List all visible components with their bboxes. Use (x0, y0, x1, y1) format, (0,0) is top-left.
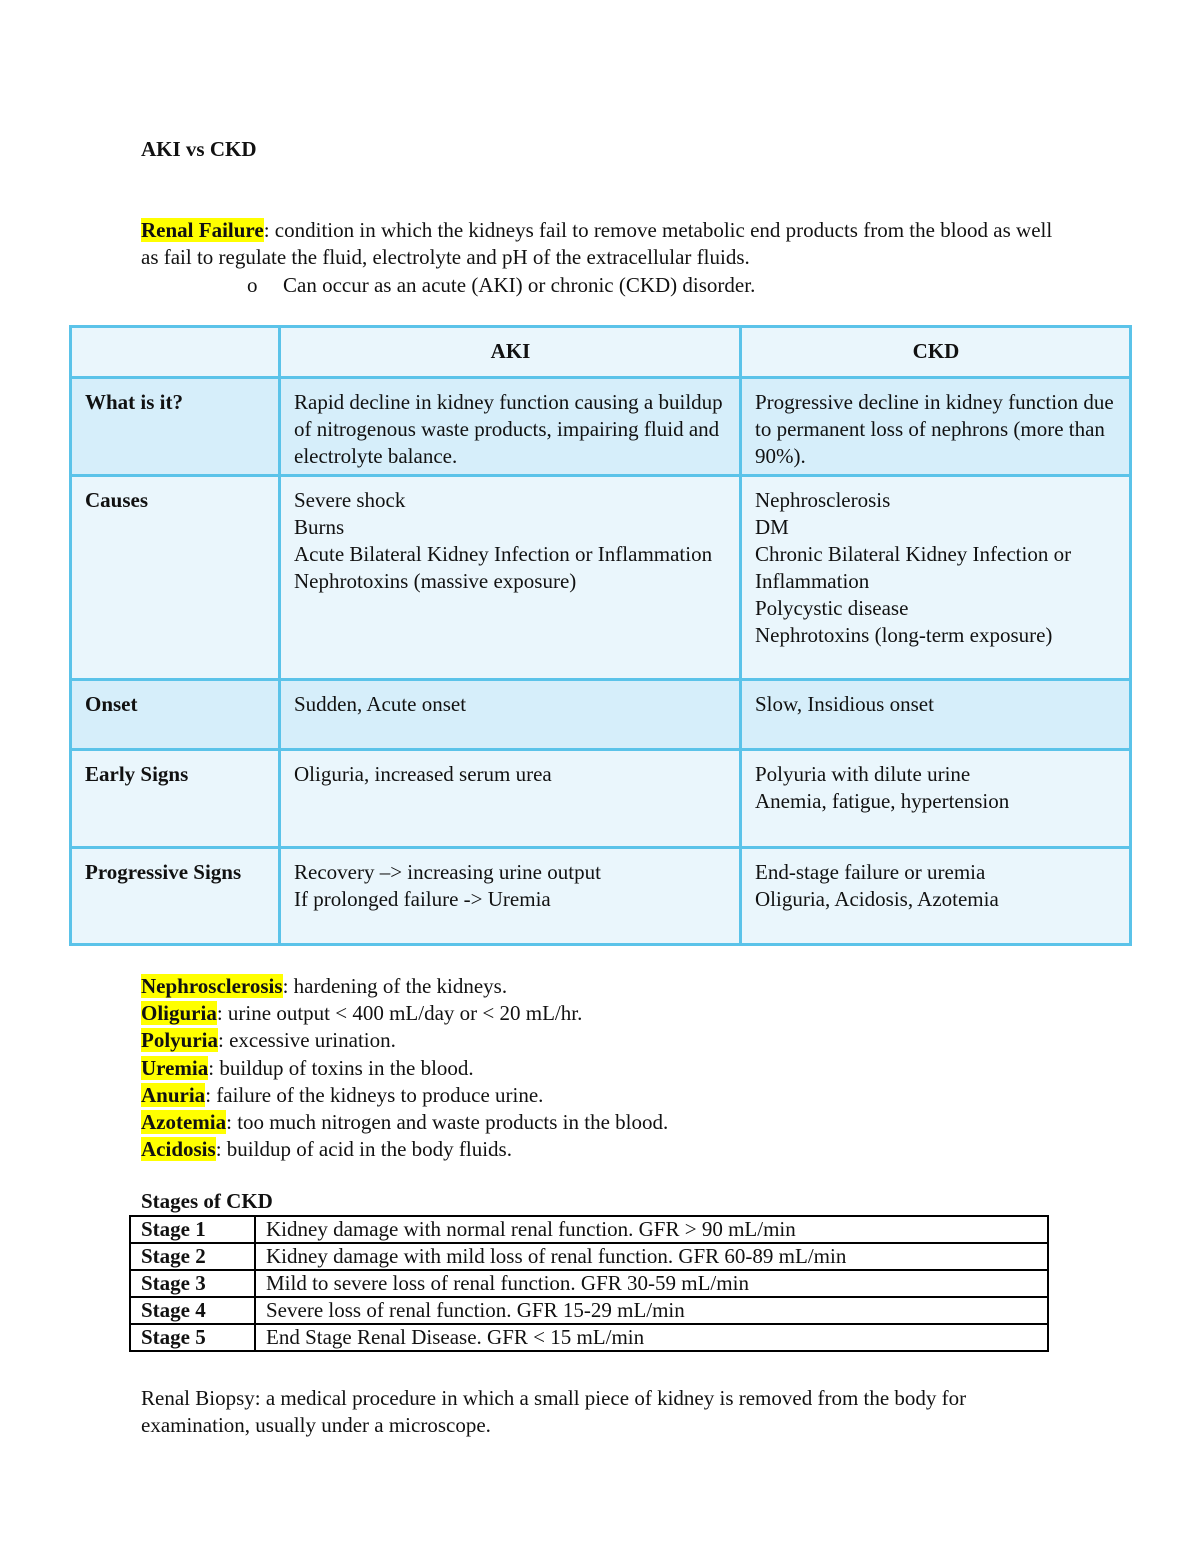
definition-term: Oliguria (141, 1001, 217, 1026)
definition-text: : urine output < 400 mL/day or < 20 mL/hr. (216, 1001, 583, 1026)
definition-item (141, 1109, 668, 1136)
ckd-cell (741, 378, 1131, 476)
header-cell-ckd: CKD (741, 327, 1131, 378)
row-label: What is it? (71, 378, 280, 476)
cell-line: Oliguria, Acidosis, Azotemia (755, 887, 999, 911)
renal-failure-paragraph (141, 217, 1061, 271)
aki-cell (280, 848, 741, 945)
definition-item (141, 973, 668, 1000)
definition-item (141, 1055, 668, 1082)
table-row (130, 1270, 1048, 1297)
renal-failure-definition: : condition in which the kidneys fail to remove metabolic end products from the blood as well as fail to regulate the fluid, electrolyte and pH of the extracellular fluids. (141, 218, 1053, 269)
definitions-list (141, 973, 668, 1163)
definition-item (141, 1136, 668, 1163)
bullet-marker: o (247, 273, 258, 297)
definition-text: : buildup of acid in the body fluids. (215, 1137, 512, 1162)
cell-line: Severe shock (294, 488, 406, 512)
stage-label: Stage 3 (130, 1270, 255, 1297)
table-row (130, 1297, 1048, 1324)
cell-line: Progressive decline in kidney function due to permanent loss of nephrons (more than 90%). (755, 390, 1114, 468)
table-row (71, 848, 1131, 945)
cell-line: Oliguria, increased serum urea (294, 762, 552, 786)
cell-line: End-stage failure or uremia (755, 860, 986, 884)
ckd-stages-table (129, 1215, 1049, 1352)
cell-line: If prolonged failure -> Uremia (294, 887, 551, 911)
stage-label: Stage 5 (130, 1324, 255, 1351)
aki-cell (280, 750, 741, 848)
stage-description: Kidney damage with normal renal function. GFR > 90 mL/min (255, 1216, 1048, 1243)
cell-line: Chronic Bilateral Kidney Infection or Inflammation (755, 542, 1072, 593)
definition-term: Polyuria (141, 1028, 218, 1053)
bullet-text: Can occur as an acute (AKI) or chronic (CKD) disorder. (283, 273, 756, 297)
cell-line: Sudden, Acute onset (294, 692, 467, 716)
definition-term: Nephrosclerosis (141, 974, 283, 998)
renal-biopsy-paragraph: Renal Biopsy: a medical procedure in which a small piece of kidney is removed from the body for examination, usually under a microscope. (141, 1386, 967, 1437)
definition-text: : hardening of the kidneys. (282, 974, 508, 998)
stage-label: Stage 4 (130, 1297, 255, 1324)
table-row (130, 1324, 1048, 1351)
stage-label: Stage 1 (130, 1216, 255, 1243)
row-label: Onset (71, 680, 280, 750)
definition-text: : excessive urination. (218, 1028, 396, 1053)
table-row (71, 378, 1131, 476)
header-cell-aki: AKI (280, 327, 741, 378)
row-label: Progressive Signs (71, 848, 280, 945)
table-row (130, 1243, 1048, 1270)
renal-failure-bullet (247, 272, 755, 299)
stage-description: Mild to severe loss of renal function. GFR 30-59 mL/min (255, 1270, 1048, 1297)
stage-description: Kidney damage with mild loss of renal function. GFR 60-89 mL/min (255, 1243, 1048, 1270)
definition-item (141, 1000, 668, 1027)
cell-line: Rapid decline in kidney function causing a buildup of nitrogenous waste products, impairing fluid and electrolyte balance. (294, 390, 723, 468)
cell-line: Anemia, fatigue, hypertension (755, 789, 1010, 813)
cell-line: Burns (294, 515, 345, 539)
table-row (71, 750, 1131, 848)
definition-term: Uremia (141, 1055, 209, 1080)
definition-text: : too much nitrogen and waste products in the blood. (226, 1110, 669, 1135)
definition-text: : failure of the kidneys to produce urine. (205, 1082, 544, 1107)
aki-cell (280, 476, 741, 680)
cell-line: Acute Bilateral Kidney Infection or Inflammation (294, 542, 713, 566)
table-row (130, 1216, 1048, 1243)
cell-line: Polyuria with dilute urine (755, 762, 971, 786)
page-title: AKI vs CKD (141, 137, 257, 161)
ckd-cell (741, 476, 1131, 680)
definition-term: Azotemia (141, 1110, 227, 1135)
table-header-row (71, 327, 1131, 378)
definition-term: Anuria (141, 1082, 206, 1107)
stage-description: Severe loss of renal function. GFR 15-29 mL/min (255, 1297, 1048, 1324)
header-cell-empty (71, 327, 280, 378)
ckd-cell (741, 750, 1131, 848)
stage-label: Stage 2 (130, 1243, 255, 1270)
definition-term: Acidosis (141, 1137, 216, 1162)
cell-line: Nephrotoxins (massive exposure) (294, 569, 577, 593)
cell-line: Nephrotoxins (long-term exposure) (755, 623, 1053, 647)
row-label: Causes (71, 476, 280, 680)
aki-cell (280, 680, 741, 750)
stages-title: Stages of CKD (141, 1189, 273, 1213)
stage-description: End Stage Renal Disease. GFR < 15 mL/min (255, 1324, 1048, 1351)
ckd-cell (741, 680, 1131, 750)
renal-failure-term: Renal Failure (141, 218, 264, 242)
cell-line: DM (755, 515, 789, 539)
ckd-cell (741, 848, 1131, 945)
definition-item (141, 1027, 668, 1054)
definition-item (141, 1082, 668, 1109)
definition-text: : buildup of toxins in the blood. (208, 1055, 474, 1080)
table-row (71, 680, 1131, 750)
cell-line: Recovery –> increasing urine output (294, 860, 601, 884)
cell-line: Nephrosclerosis (755, 488, 891, 512)
cell-line: Polycystic disease (755, 596, 909, 620)
cell-line: Slow, Insidious onset (755, 692, 934, 716)
table-row (71, 476, 1131, 680)
aki-cell (280, 378, 741, 476)
row-label: Early Signs (71, 750, 280, 848)
aki-ckd-comparison-table (69, 325, 1132, 946)
